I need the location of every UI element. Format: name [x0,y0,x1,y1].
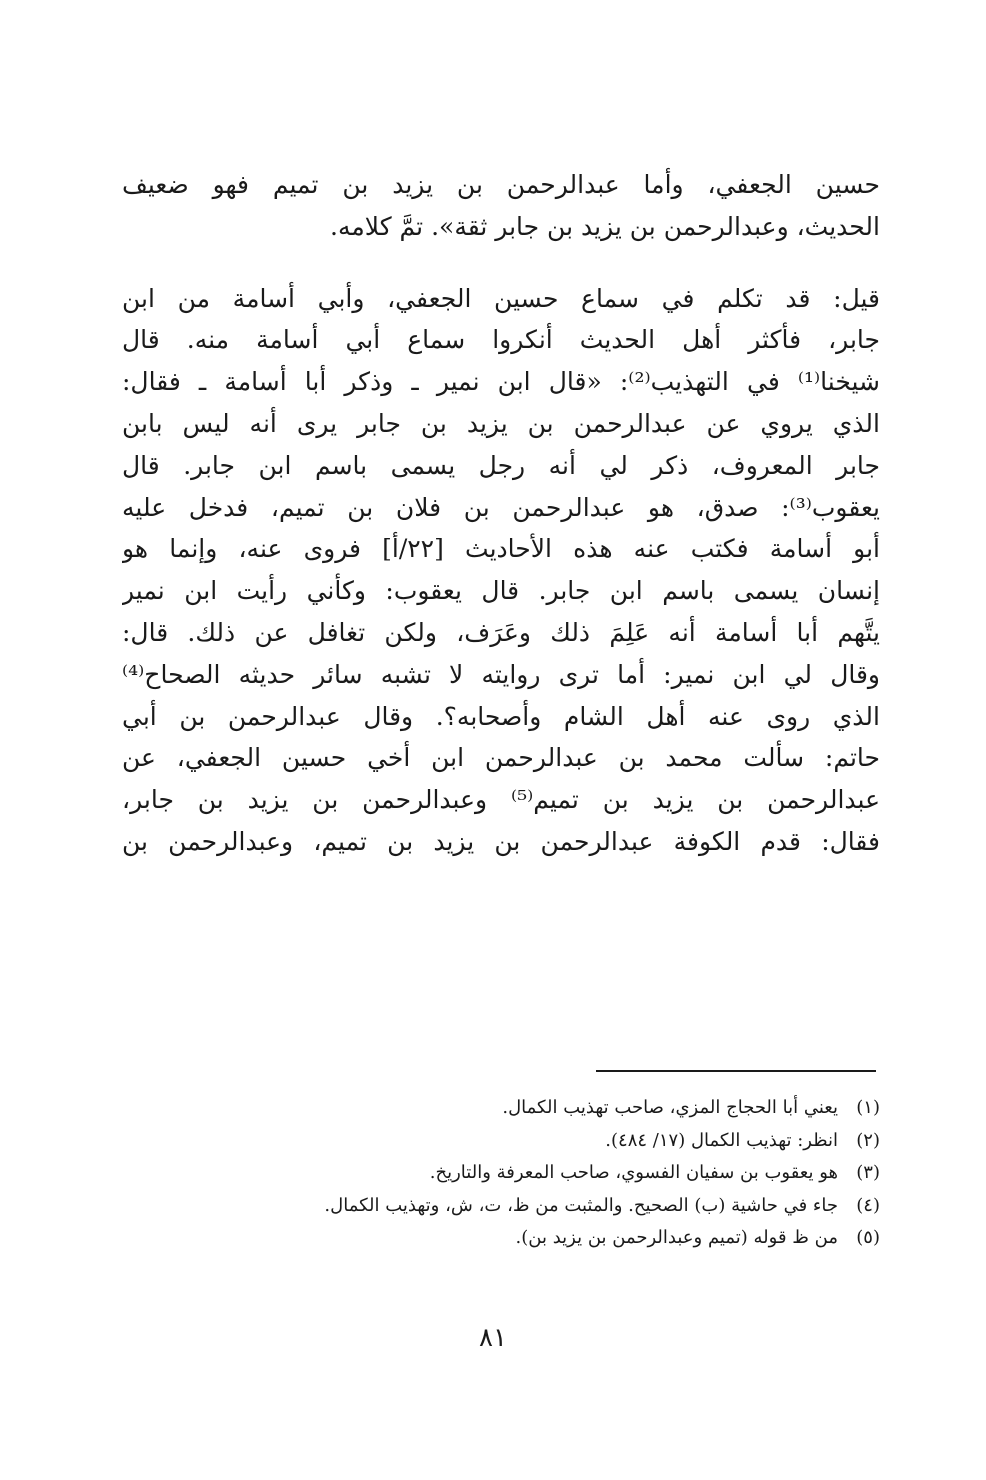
footnote-item [110,1092,880,1125]
footnote-text: انظر: تهذيب الكمال (١٧/ ٤٨٤). [605,1129,838,1151]
footnote-item [110,1190,880,1223]
text-line: فقال: قدم الكوفة عبدالرحمن بن يزيد بن تميم، وعبدالرحمن بن [122,826,880,856]
paragraph [122,164,880,248]
main-text [122,164,880,863]
text-line: عبدالرحمن بن يزيد بن تميم⁽⁵⁾ وعبدالرحمن بن يزيد بن جابر، [122,785,880,815]
footnote-item [110,1125,880,1158]
footnote-text: هو يعقوب بن سفيان الفسوي، صاحب المعرفة والتاريخ. [429,1162,838,1183]
text-line: حاتم: سألت محمد بن عبدالرحمن ابن أخي حسين الجعفي، عن [122,743,880,773]
text-line: الحديث، وعبدالرحمن بن يزيد بن جابر ثقة». تمَّ كلامه. [330,211,880,241]
footnote-item [110,1157,880,1190]
text-line: قيل: قد تكلم في سماع حسين الجعفي، وأبي أسامة من ابن [122,283,880,313]
text-line: جابر المعروف، ذكر لي أنه رجل يسمى باسم ابن جابر. قال [122,450,880,480]
footnote-item [110,1222,880,1255]
text-line: حسين الجعفي، وأما عبدالرحمن بن يزيد بن تميم فهو ضعيف [122,170,880,199]
text-line: يعقوب⁽³⁾: صدق، هو عبدالرحمن بن فلان بن تميم، فدخل عليه [122,492,880,522]
text-line: أبو أسامة فكتب عنه هذه الأحاديث [٢٢/أ] فروى عنه، وإنما هو [122,534,880,564]
text-line: وقال لي ابن نمير: أما ترى روايته لا تشبه سائر حديثه الصحاح⁽⁴⁾ [122,659,880,689]
footnote-text: يعني أبا الحجاج المزي، صاحب تهذيب الكمال. [502,1097,838,1118]
text-line: يتَّهم أبا أسامة أنه عَلِمَ ذلك وعَرَف، ولكن تغافل عن ذلك. قال: [122,617,880,647]
footnote-number: (٢) [856,1129,880,1151]
text-line: الذي يروي عن عبدالرحمن بن يزيد بن جابر يرى أنه ليس بابن [122,408,880,438]
text-line: شيخنا⁽¹⁾ في التهذيب⁽²⁾: «قال ابن نمير ـ وذكر أبا أسامة ـ فقال: [122,367,880,397]
page-number: ٨١ [479,1323,507,1353]
footnote-number: (٣) [856,1162,880,1183]
footnote-divider [596,1070,876,1072]
footnote-text: جاء في حاشية (ب) الصحيح. والمثبت من ظ، ت، ش، وتهذيب الكمال. [324,1194,838,1216]
text-line: جابر، فأكثر أهل الحديث أنكروا سماع أبي أسامة منه. قال [122,325,880,355]
text-line: الذي روى عنه أهل الشام وأصحابه؟. وقال عبدالرحمن بن أبي [122,701,880,731]
footnote-number: (٤) [856,1194,880,1216]
footnote-number: (٥) [856,1227,880,1248]
footnote-text: من ظ قوله (تميم وعبدالرحمن بن يزيد بن). [515,1227,838,1248]
text-line: إنسان يسمى باسم ابن جابر. قال يعقوب: وكأني رأيت ابن نمير [122,576,880,606]
paragraph [122,278,880,863]
footnote-number: (١) [856,1097,880,1118]
footnotes-list [110,1092,880,1255]
